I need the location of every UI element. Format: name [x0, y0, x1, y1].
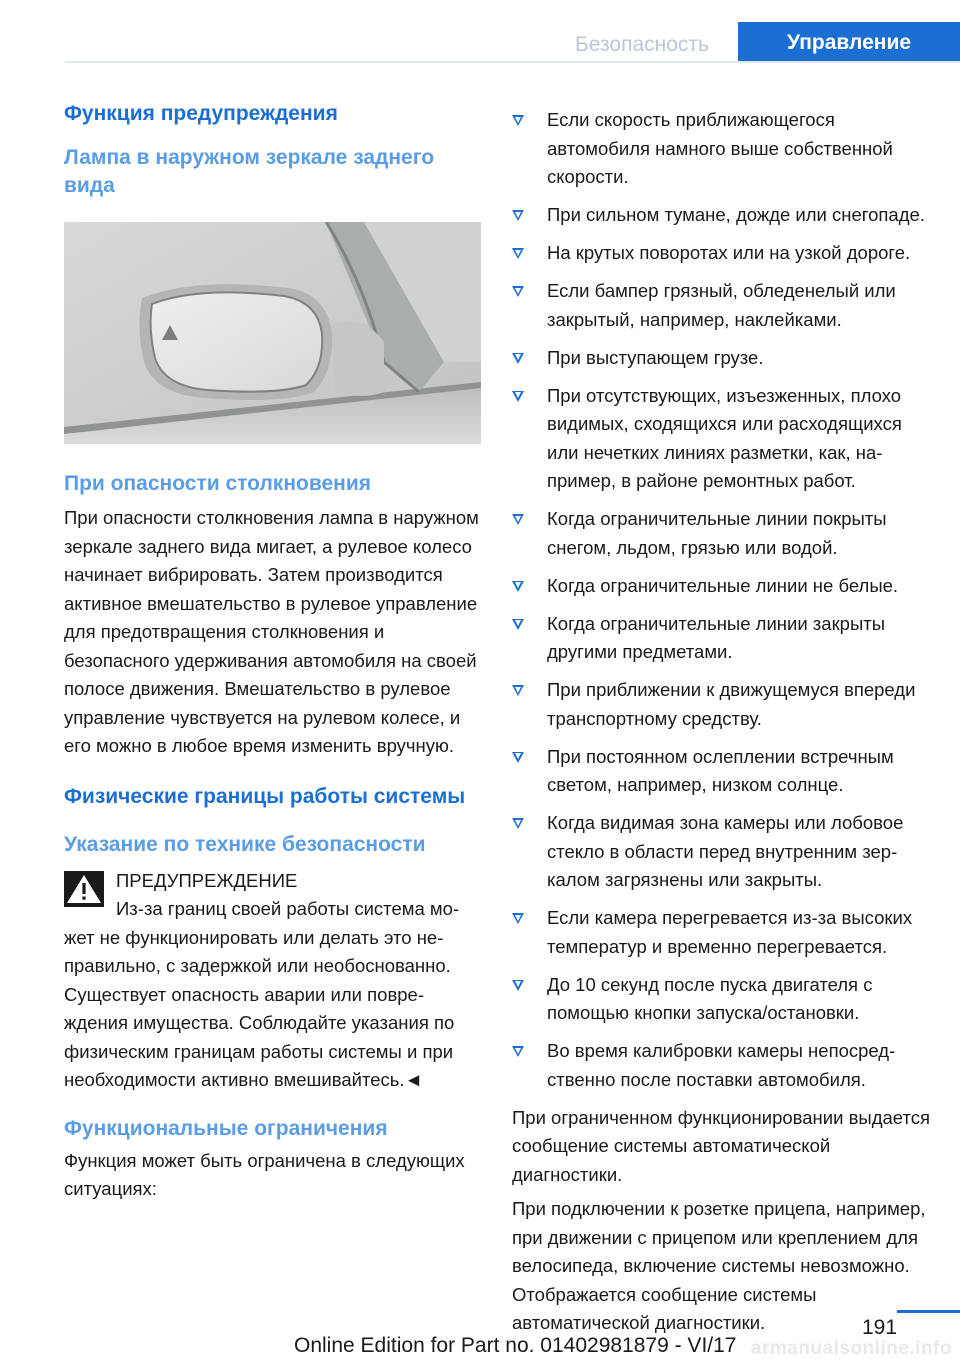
list-item: При приближении к движущемуся впереди транспортному средству. [512, 676, 932, 733]
right-column [512, 106, 932, 1338]
list-item: При выступающем грузе. [512, 344, 932, 373]
list-item: Когда ограничительные линии покрыты снегом, льдом, грязью или водой. [512, 505, 932, 562]
edition-note: Online Edition for Part no. 01402981879 - VI/17 [294, 1334, 737, 1357]
diagnostics-paragraph: При ограниченном функционировании выдается сообщение системы автоматической диагностики. [512, 1106, 931, 1185]
bullet-triangle-icon [512, 685, 524, 696]
list-item: Когда ограничительные линии закрыты другими предметами. [512, 610, 932, 667]
section-tab-controls[interactable]: Управление [738, 22, 960, 62]
bullet-triangle-icon [512, 1046, 524, 1057]
list-item: При отсутствующих, изъезженных, плохо видимых, сходящихся или расходящихся или нечетких линиях разметки, как, например, в районе ремонтных работ. [512, 382, 932, 496]
bullet-triangle-icon [512, 248, 524, 259]
section-tab-safety[interactable]: Безопасность [575, 33, 709, 56]
heading-mirror-lamp: Лампа в наружном зеркале заднего вида [64, 146, 435, 197]
mirror-lamp-photo [64, 222, 481, 444]
bullet-triangle-icon [512, 619, 524, 630]
list-item: Если камера перегревается из-за высоких температур и временно перегревается. [512, 904, 932, 961]
bullet-triangle-icon [512, 913, 524, 924]
warning-title: ПРЕДУПРЕЖДЕНИЕ [116, 869, 298, 891]
bullet-triangle-icon [512, 581, 524, 592]
warning-block [64, 867, 481, 1095]
page-number: 191 [862, 1316, 898, 1339]
bullet-triangle-icon [512, 286, 524, 297]
limitations-list [512, 106, 932, 1094]
bullet-triangle-icon [512, 818, 524, 829]
limits-paragraph: Функция может быть ограничена в следующих ситуациях: [64, 1149, 465, 1199]
heading-warning-function: Функция предупреждения [64, 102, 338, 125]
list-item: До 10 секунд после пуска двигателя с помощью кнопки запуска/остановки. [512, 971, 932, 1028]
bullet-triangle-icon [512, 514, 524, 525]
bullet-triangle-icon [512, 210, 524, 221]
list-item: При сильном тумане, дожде или снегопаде. [512, 201, 932, 230]
list-item: Во время калибровки камеры непосредственно после поставки автомобиля. [512, 1037, 932, 1094]
heading-physical-limits: Физические границы работы системы [64, 784, 466, 808]
heading-functional-limits: Функциональные ограничения [64, 1116, 388, 1140]
watermark: armanualsonline.info [750, 1338, 952, 1359]
bullet-triangle-icon [512, 391, 524, 402]
list-item: Если скорость приближающегося автомобиля намного выше собственной скорости. [512, 106, 932, 192]
list-item: Если бампер грязный, обледенелый или закрытый, например, наклейками. [512, 277, 932, 334]
bullet-triangle-icon [512, 980, 524, 991]
bullet-triangle-icon [512, 115, 524, 126]
list-item: Когда ограничительные линии не белые. [512, 572, 932, 601]
warning-triangle-icon [64, 871, 104, 907]
bullet-triangle-icon [512, 752, 524, 763]
bullet-triangle-icon [512, 353, 524, 364]
heading-collision-risk: При опасности столкновения [64, 472, 371, 495]
footer-accent-line [897, 1310, 960, 1313]
list-item: При постоянном ослеплении встречным светом, например, низком солнце. [512, 743, 932, 800]
left-column [64, 100, 481, 1204]
page-header [0, 22, 960, 62]
list-item: На крутых поворотах или на узкой дороге. [512, 239, 932, 268]
trailer-paragraph: При подключении к розетке прицепа, например, при движении с прицепом или креплением для велосипеда, включение системы невозможно. Отображается сообщение системы автоматической диагностики. [512, 1198, 926, 1333]
list-item: Когда видимая зона камеры или лобовое стекло в области перед внутренним зеркалом загрязнены или закрыты. [512, 809, 932, 895]
collision-paragraph: При опасности столкновения лампа в наружном зеркале заднего вида мигает, а рулевое колесо начинает вибрировать. Затем производится активное вмешательство в рулевое управление для предотвращения столкновения и безопасного удерживания автомобиля на своей полосе движения. Вмешательство в рулевое управление чувствуется на рулевом колесе, и его можно в любое время изменить вручную. [64, 507, 479, 756]
header-divider [65, 61, 960, 63]
warning-text: Из-за границ своей работы система может не функционировать или делать это неправильно, с задержкой или необоснованно. Существует опасность аварии или повреждения имущества. Соблюдайте указания по физическим границам работы системы и при необходимости активно вмешивайтесь.◄ [64, 898, 460, 1090]
heading-safety-note: Указание по технике безопасности [64, 832, 426, 856]
